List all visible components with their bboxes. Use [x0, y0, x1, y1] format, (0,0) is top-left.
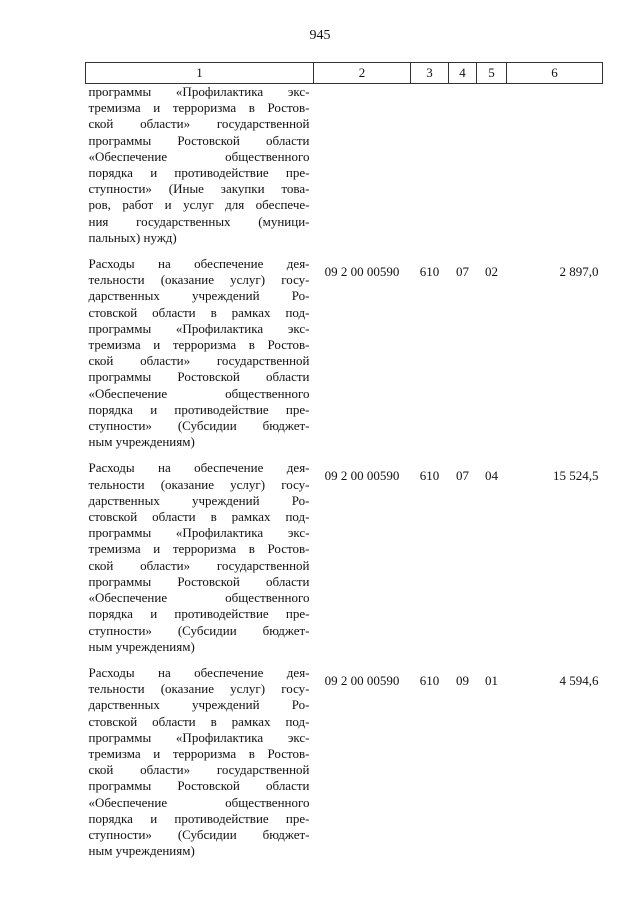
description-line: тельности (оказание услуг) госу- [88, 272, 310, 288]
description-line: программы «Профилактика экс- [88, 525, 310, 541]
description-line: тельности (оказание услуг) госу- [88, 681, 310, 697]
row-spacer [86, 246, 603, 256]
subsection-code: 01 [485, 672, 498, 688]
amount-value: 4 594,6 [559, 672, 599, 688]
description-line: порядка и противодействие пре- [88, 810, 310, 826]
description-line: тельности (оказание услуг) госу- [88, 476, 310, 492]
description-line: стовской области в рамках под- [88, 509, 310, 525]
description-line: программы «Профилактика экс- [88, 320, 310, 336]
description-line: порядка и противодействие пре- [88, 165, 310, 181]
description-line: ным учреждениям) [88, 434, 195, 450]
table-row [86, 84, 603, 247]
description-line: тремизма и терроризма в Ростов- [88, 337, 310, 353]
description-line: ской области» государственной [88, 557, 310, 573]
description-line: ров, работ и услуг для обеспече- [88, 197, 310, 213]
description-line: ступности» (Субсидии бюджет- [88, 418, 310, 434]
description-line: тремизма и терроризма в Ростов- [88, 541, 310, 557]
description-line: ской области» государственной [88, 353, 310, 369]
budget-table [85, 62, 603, 859]
description-line: дарственных учреждений Ро- [88, 697, 310, 713]
description-line: Расходы на обеспечение дея- [88, 256, 310, 272]
table-row [86, 256, 603, 450]
target-article-code [314, 84, 411, 247]
description-line: ступности» (Иные закупки това- [88, 181, 310, 197]
description-line: ния государственных (муници- [88, 213, 310, 229]
expense-type-code: 610 [419, 468, 440, 484]
description-line: «Обеспечение общественного [88, 590, 310, 606]
column-header: 1 [86, 63, 314, 84]
description-line: порядка и противодействие пре- [88, 606, 310, 622]
expense-description [86, 256, 314, 450]
row-spacer-cell [86, 246, 603, 256]
subsection-code [477, 84, 507, 247]
row-spacer-cell [86, 655, 603, 665]
column-header: 5 [477, 63, 507, 84]
description-line: ным учреждениям) [88, 638, 195, 654]
description-line: программы Ростовской области [88, 132, 310, 148]
description-line: ным учреждениям) [88, 843, 195, 859]
description-line: ской области» государственной [88, 116, 310, 132]
row-spacer [86, 655, 603, 665]
table-row [86, 460, 603, 654]
column-header: 3 [411, 63, 449, 84]
section-code [449, 84, 477, 247]
expense-type-code: 610 [419, 264, 440, 280]
row-spacer [86, 450, 603, 460]
expense-description [86, 460, 314, 654]
expense-description [86, 84, 314, 247]
description-line: «Обеспечение общественного [88, 385, 310, 401]
description-line: тремизма и терроризма в Ростов- [88, 745, 310, 761]
target-article-code: 09 2 00 00590 [324, 264, 400, 280]
subsection-code: 04 [485, 468, 498, 484]
description-line: «Обеспечение общественного [88, 148, 310, 164]
expense-type-code [411, 84, 449, 247]
description-line: дарственных учреждений Ро- [88, 492, 310, 508]
section-code: 07 [456, 264, 469, 280]
column-header: 4 [449, 63, 477, 84]
row-spacer-cell [86, 450, 603, 460]
description-line: стовской области в рамках под- [88, 304, 310, 320]
column-header: 6 [507, 63, 603, 84]
amount-value: 2 897,0 [559, 264, 599, 280]
target-article-code: 09 2 00 00590 [324, 468, 400, 484]
amount-value: 15 524,5 [553, 468, 599, 484]
description-line: «Обеспечение общественного [88, 794, 310, 810]
table-row [86, 665, 603, 859]
subsection-code: 02 [485, 264, 498, 280]
description-line: дарственных учреждений Ро- [88, 288, 310, 304]
description-line: ской области» государственной [88, 762, 310, 778]
description-line: ступности» (Субсидии бюджет- [88, 826, 310, 842]
description-line: Расходы на обеспечение дея- [88, 460, 310, 476]
description-line: программы Ростовской области [88, 778, 310, 794]
description-line: программы Ростовской области [88, 369, 310, 385]
target-article-code: 09 2 00 00590 [324, 672, 400, 688]
expense-description [86, 665, 314, 859]
table-header-row [86, 63, 603, 84]
description-line: Расходы на обеспечение дея- [88, 664, 310, 680]
section-code: 09 [456, 672, 469, 688]
description-line: порядка и противодействие пре- [88, 401, 310, 417]
description-line: программы «Профилактика экс- [88, 729, 310, 745]
description-line: пальных) нужд) [88, 229, 177, 245]
description-line: программы Ростовской области [88, 573, 310, 589]
description-line: программы «Профилактика экс- [88, 84, 310, 99]
description-line: стовской области в рамках под- [88, 713, 310, 729]
description-line: ступности» (Субсидии бюджет- [88, 622, 310, 638]
section-code: 07 [456, 468, 469, 484]
column-header: 2 [314, 63, 411, 84]
description-line: тремизма и терроризма в Ростов- [88, 100, 310, 116]
page-number: 945 [309, 28, 331, 43]
expense-type-code: 610 [419, 672, 440, 688]
amount-value [507, 84, 603, 247]
